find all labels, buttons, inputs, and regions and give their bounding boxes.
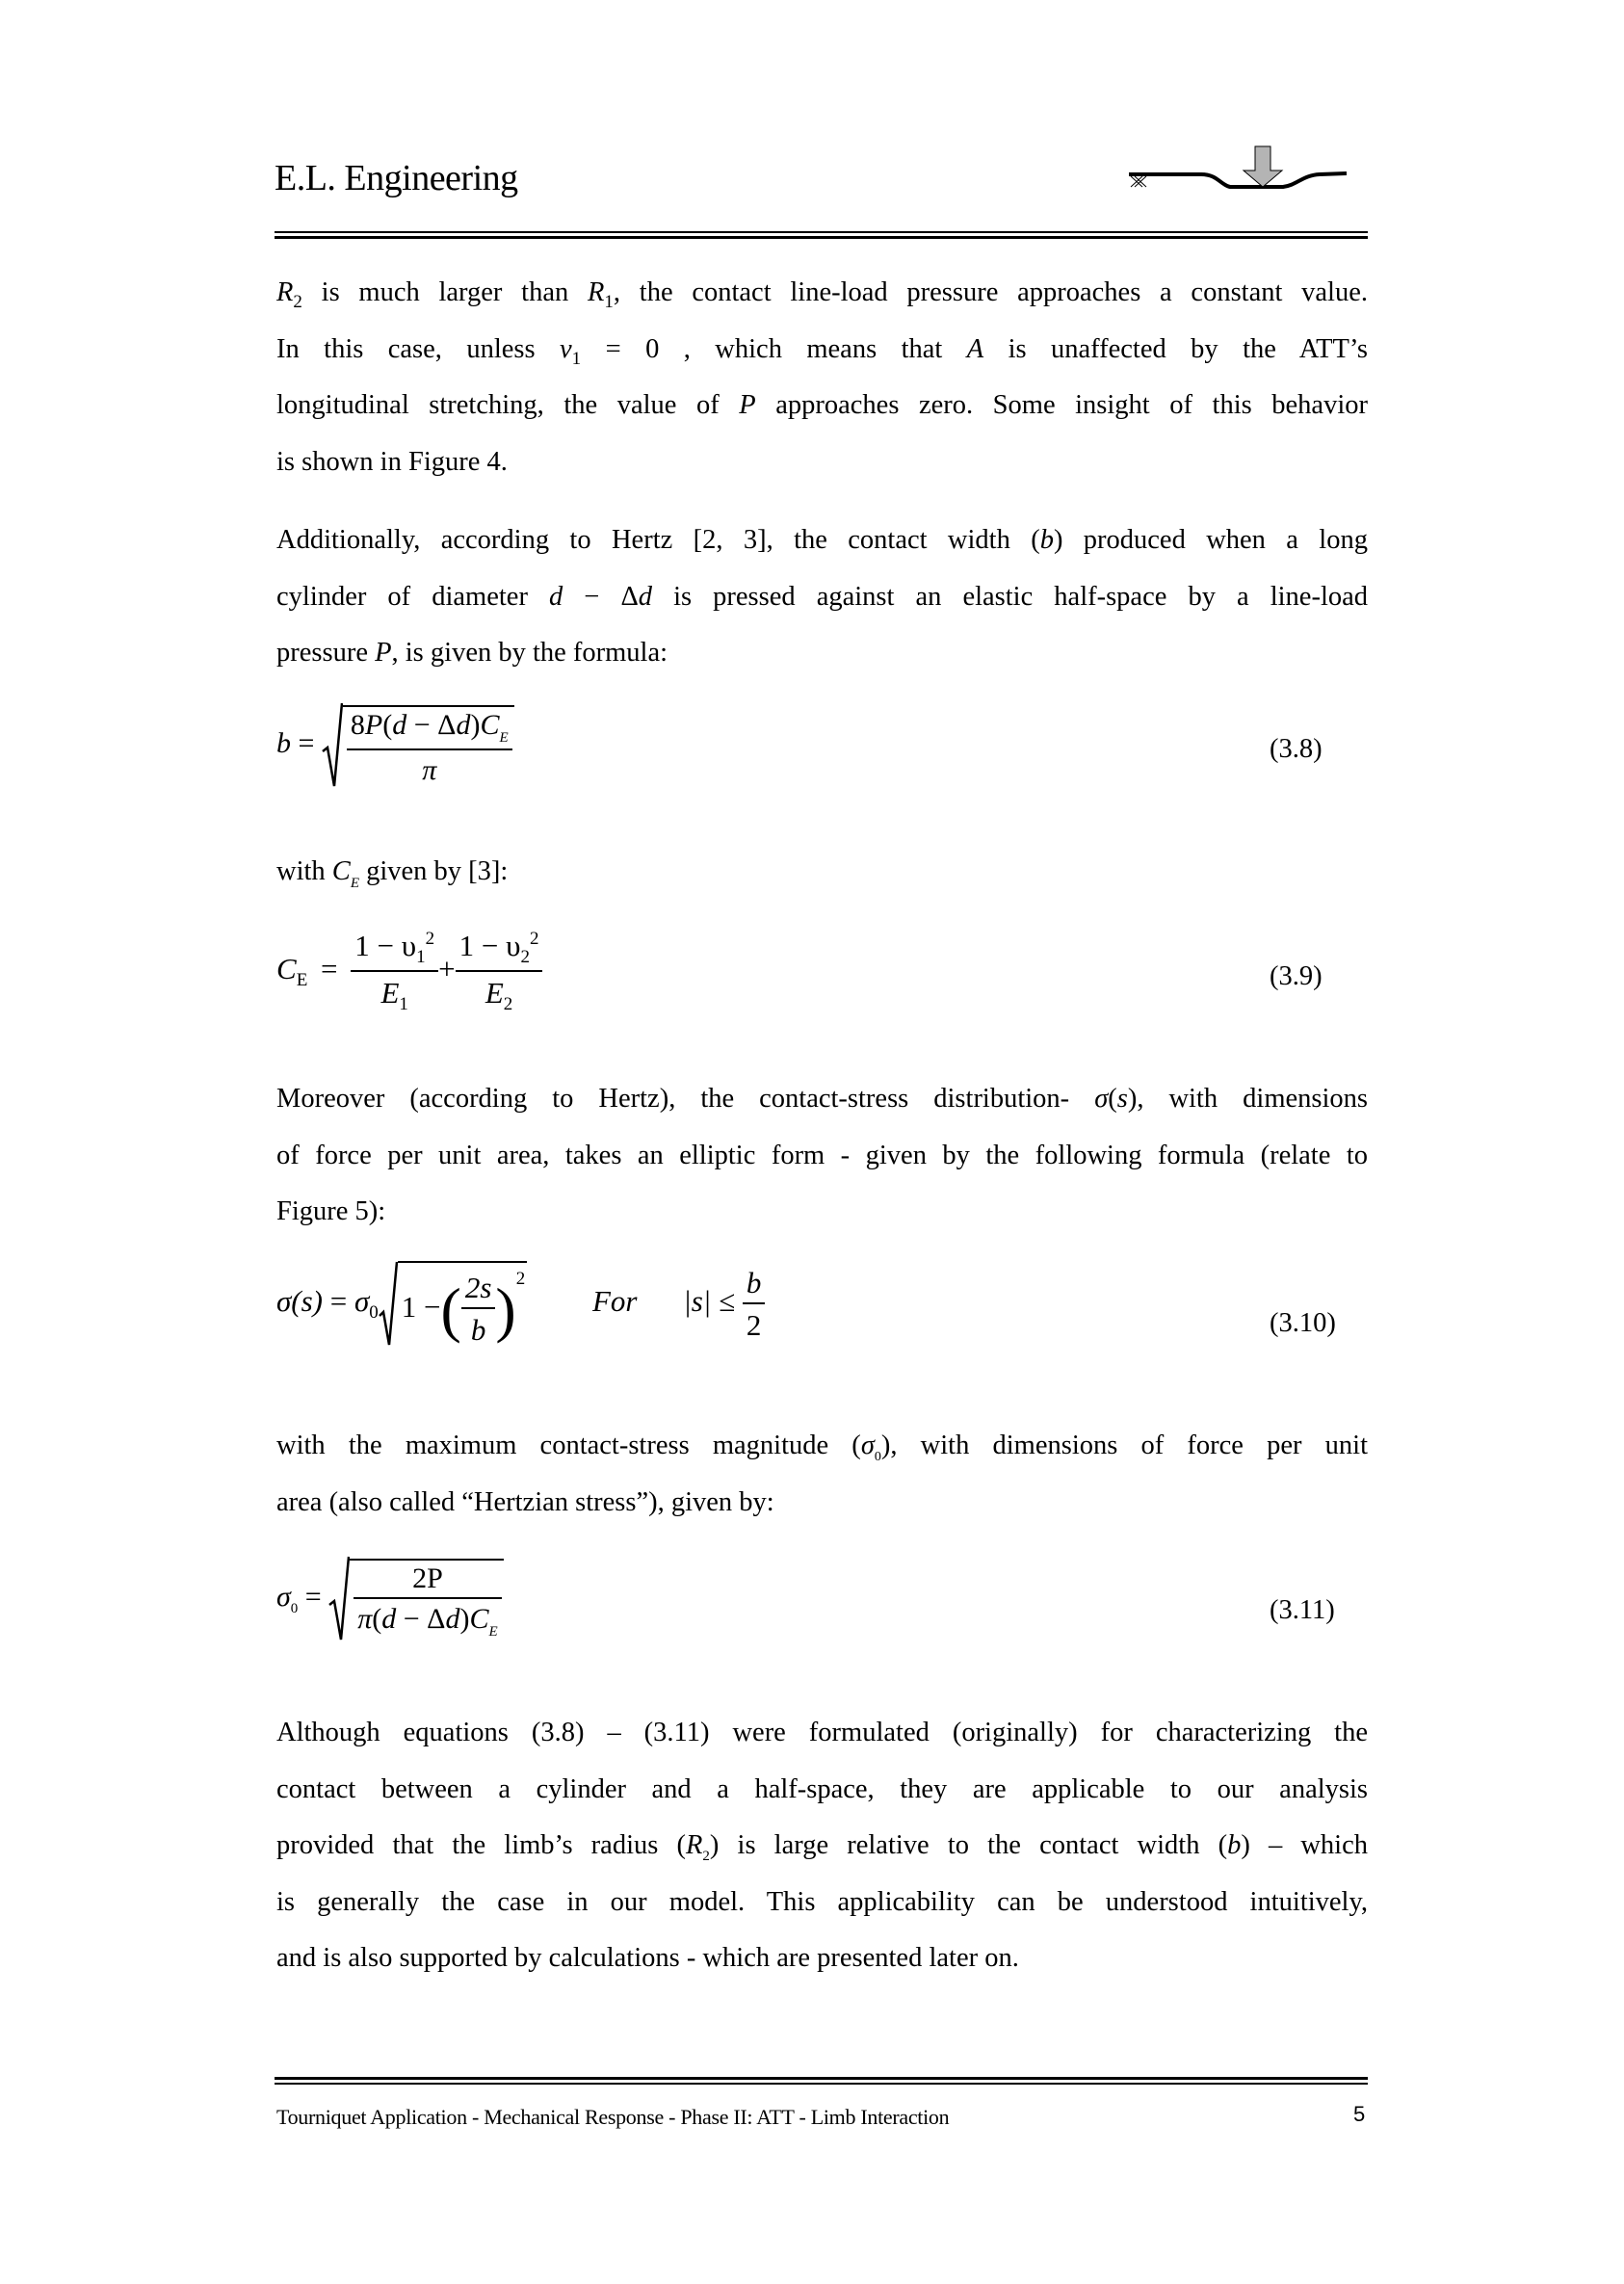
- text-line: [276, 1418, 1368, 1475]
- math-var: s: [1116, 1084, 1128, 1114]
- text: 2P: [412, 1562, 443, 1594]
- text: , is given by the formula:: [391, 638, 668, 668]
- text: − Δ: [406, 708, 457, 741]
- text: with: [276, 856, 332, 886]
- text-line: [276, 265, 1368, 322]
- condition-word: For: [591, 1284, 638, 1319]
- left-paren: (: [440, 1274, 461, 1344]
- math-var: P: [739, 390, 756, 420]
- indenter-arrow-logo-icon: [1129, 139, 1370, 197]
- text-line: [276, 378, 1368, 434]
- text: ): [459, 1602, 470, 1635]
- numerator: [351, 929, 438, 972]
- right-paren: ): [495, 1274, 516, 1344]
- paragraph: [276, 1071, 1368, 1241]
- subscript: 0: [874, 1450, 881, 1464]
- math-var: d: [638, 581, 653, 612]
- math-var: P: [375, 638, 392, 668]
- text: given by [3]:: [358, 856, 509, 886]
- equation-3-11: [276, 1555, 504, 1643]
- math-var: b: [1227, 1830, 1242, 1860]
- denominator: [354, 1599, 501, 1641]
- paragraph: [276, 1705, 1368, 1987]
- text-line: contact between a cylinder and a half-space, they are applicable to our analysis: [276, 1773, 1368, 1804]
- equation-3-8: [276, 701, 514, 790]
- fraction: [354, 1562, 501, 1641]
- text-line: [276, 625, 1368, 682]
- numerator: [347, 709, 512, 750]
- text: (: [372, 1602, 382, 1635]
- text: with the maximum contact-stress magnitude (: [276, 1431, 861, 1460]
- square-root: [322, 701, 514, 790]
- text-line: [276, 844, 1368, 901]
- fraction: [743, 1266, 766, 1343]
- denominator: b: [470, 1313, 486, 1348]
- math-var: d: [392, 708, 407, 741]
- math-var: R: [587, 277, 605, 307]
- text: 1 − υ: [354, 929, 417, 962]
- math-var: d: [381, 1602, 397, 1635]
- square-root: [328, 1555, 503, 1643]
- text-line: [276, 1818, 1368, 1875]
- superscript: 2: [529, 929, 539, 949]
- subscript: E: [296, 970, 308, 991]
- text: ) – which: [1241, 1830, 1368, 1860]
- text-line: [276, 322, 1368, 379]
- subscript: 0: [290, 1600, 299, 1616]
- equation-3-10: [276, 1260, 765, 1349]
- text: , with dimensions: [1137, 1084, 1368, 1114]
- subscript: 0: [369, 1302, 379, 1324]
- subscript: 2: [702, 1849, 710, 1864]
- text-line: and is also supported by calculations - which are presented later on.: [276, 1943, 1019, 1973]
- text-line: Although equations (3.8) – (3.11) were formulated (originally) for characterizing the: [276, 1718, 1368, 1747]
- radicand: [350, 1559, 503, 1641]
- footer-rule: [275, 2077, 1368, 2080]
- text: Moreover (according to Hertz), the contact-stress distribution-: [276, 1084, 1095, 1114]
- text: − Δ: [563, 581, 639, 612]
- math-var: C: [331, 856, 351, 886]
- numerator: [456, 929, 543, 972]
- text: is unaffected by the ATT’s: [983, 333, 1368, 364]
- text: is much larger than: [301, 277, 588, 307]
- math-var: R: [276, 277, 294, 307]
- fraction: [456, 929, 543, 1015]
- math-var: σ: [354, 1284, 370, 1319]
- math-expression: σ(s): [276, 1284, 323, 1319]
- math-var: σ: [1094, 1084, 1109, 1114]
- math-var: d: [549, 581, 563, 612]
- numerator: [354, 1562, 501, 1599]
- subscript: E: [350, 876, 359, 891]
- paragraph: [276, 512, 1368, 682]
- math-var: σ: [860, 1431, 875, 1460]
- subscript: 1: [604, 292, 614, 312]
- math-var: C: [469, 1602, 489, 1635]
- text: ) produced when a long: [1053, 525, 1368, 555]
- text: provided that the limb’s radius (: [276, 1830, 686, 1860]
- text: 1 −: [401, 1289, 441, 1324]
- radicand: [398, 1261, 527, 1349]
- equals-sign: =: [298, 726, 315, 759]
- text: ) is large relative to the contact width (: [709, 1830, 1228, 1860]
- text-line: of force per unit area, takes an elliptic form - given by the following formula (relate to: [276, 1140, 1368, 1170]
- math-var: A: [966, 333, 984, 364]
- denominator: π: [422, 753, 437, 786]
- subscript: 1: [399, 994, 408, 1014]
- page-number: 5: [1353, 2102, 1366, 2126]
- equals-sign: =: [329, 1284, 348, 1319]
- text: In this case, unless: [276, 333, 561, 364]
- text: cylinder of diameter: [276, 581, 549, 612]
- condition: |s| ≤: [683, 1284, 736, 1319]
- text: (: [1108, 1084, 1117, 1114]
- fraction: [461, 1271, 496, 1348]
- fraction: [347, 709, 512, 787]
- radical-sign-icon: [322, 701, 343, 790]
- text: ): [1127, 1084, 1138, 1114]
- equals-sign: =: [321, 952, 338, 986]
- subscript: 2: [503, 994, 513, 1014]
- subscript: E: [499, 729, 509, 746]
- equation-number: (3.10): [1270, 1308, 1336, 1338]
- math-var: ν: [560, 333, 572, 364]
- math-var: P: [364, 708, 383, 741]
- math-var: π: [357, 1602, 373, 1635]
- text-line: Figure 5):: [276, 1196, 386, 1226]
- paragraph: [276, 1418, 1368, 1531]
- paragraph: [276, 265, 1368, 490]
- equation-number: (3.11): [1270, 1595, 1335, 1625]
- square-root: [379, 1260, 527, 1349]
- header-rule: [275, 236, 1368, 239]
- text: ), with dimensions of force per unit: [880, 1431, 1368, 1460]
- text: 8: [350, 708, 365, 741]
- text: ): [470, 708, 481, 741]
- text-line: [276, 569, 1368, 626]
- text: pressure: [276, 638, 376, 668]
- subscript: 1: [571, 348, 582, 369]
- radicand: [343, 705, 514, 787]
- text-line: is shown in Figure 4.: [276, 446, 508, 477]
- numerator: 2s: [461, 1271, 496, 1309]
- superscript: 2: [425, 929, 435, 949]
- subscript: 2: [293, 292, 302, 312]
- text: Additionally, according to Hertz [2, 3], the contact width (: [276, 525, 1040, 555]
- equals-sign: =: [304, 1580, 322, 1613]
- radical-sign-icon: [379, 1260, 398, 1349]
- radical-sign-icon: [328, 1555, 350, 1643]
- subscript: E: [488, 1623, 498, 1640]
- math-var: d: [445, 1602, 460, 1635]
- math-var: E: [380, 976, 400, 1010]
- denominator: 2: [746, 1308, 762, 1342]
- superscript: 2: [515, 1268, 526, 1289]
- header-title: E.L. Engineering: [275, 158, 518, 198]
- math-var: E: [485, 976, 504, 1010]
- subscript: 2: [520, 947, 530, 967]
- text: − Δ: [396, 1602, 446, 1635]
- denominator: [351, 972, 438, 1015]
- footer-text: Tourniquet Application - Mechanical Response - Phase II: ATT - Limb Interaction: [276, 2105, 950, 2129]
- math-var: R: [685, 1830, 703, 1860]
- header-rule: [275, 231, 1368, 233]
- fraction: [351, 929, 438, 1015]
- paragraph: [276, 844, 1368, 901]
- math-var: C: [480, 708, 500, 741]
- text: 1 − υ: [458, 929, 521, 962]
- math-var: d: [456, 708, 471, 741]
- text-line: [276, 1071, 1368, 1128]
- text: , the contact line-load pressure approaches a constant value.: [613, 277, 1368, 307]
- text-line: is generally the case in our model. This applicability can be understood intuitively,: [276, 1886, 1368, 1917]
- denominator: [456, 972, 543, 1015]
- plus-sign: +: [438, 952, 456, 986]
- text: = 0 , which means that: [581, 333, 967, 364]
- text: (: [382, 708, 393, 741]
- math-var: σ: [276, 1580, 291, 1613]
- text: is pressed against an elastic half-space by a line-load: [652, 581, 1369, 612]
- equation-number: (3.8): [1270, 734, 1323, 764]
- text-line: area (also called “Hertzian stress”), given by:: [276, 1486, 774, 1517]
- text: longitudinal stretching, the value of: [276, 390, 740, 420]
- numerator: b: [743, 1266, 766, 1304]
- equation-3-9: [276, 929, 542, 1015]
- equation-number: (3.9): [1270, 961, 1323, 991]
- text: approaches zero. Some insight of this behavior: [755, 390, 1368, 420]
- subscript: 1: [416, 947, 426, 967]
- math-var: b: [1039, 525, 1054, 555]
- math-var: b: [276, 726, 291, 759]
- footer-rule: [275, 2083, 1368, 2085]
- math-var: C: [276, 952, 297, 986]
- text-line: [276, 512, 1368, 569]
